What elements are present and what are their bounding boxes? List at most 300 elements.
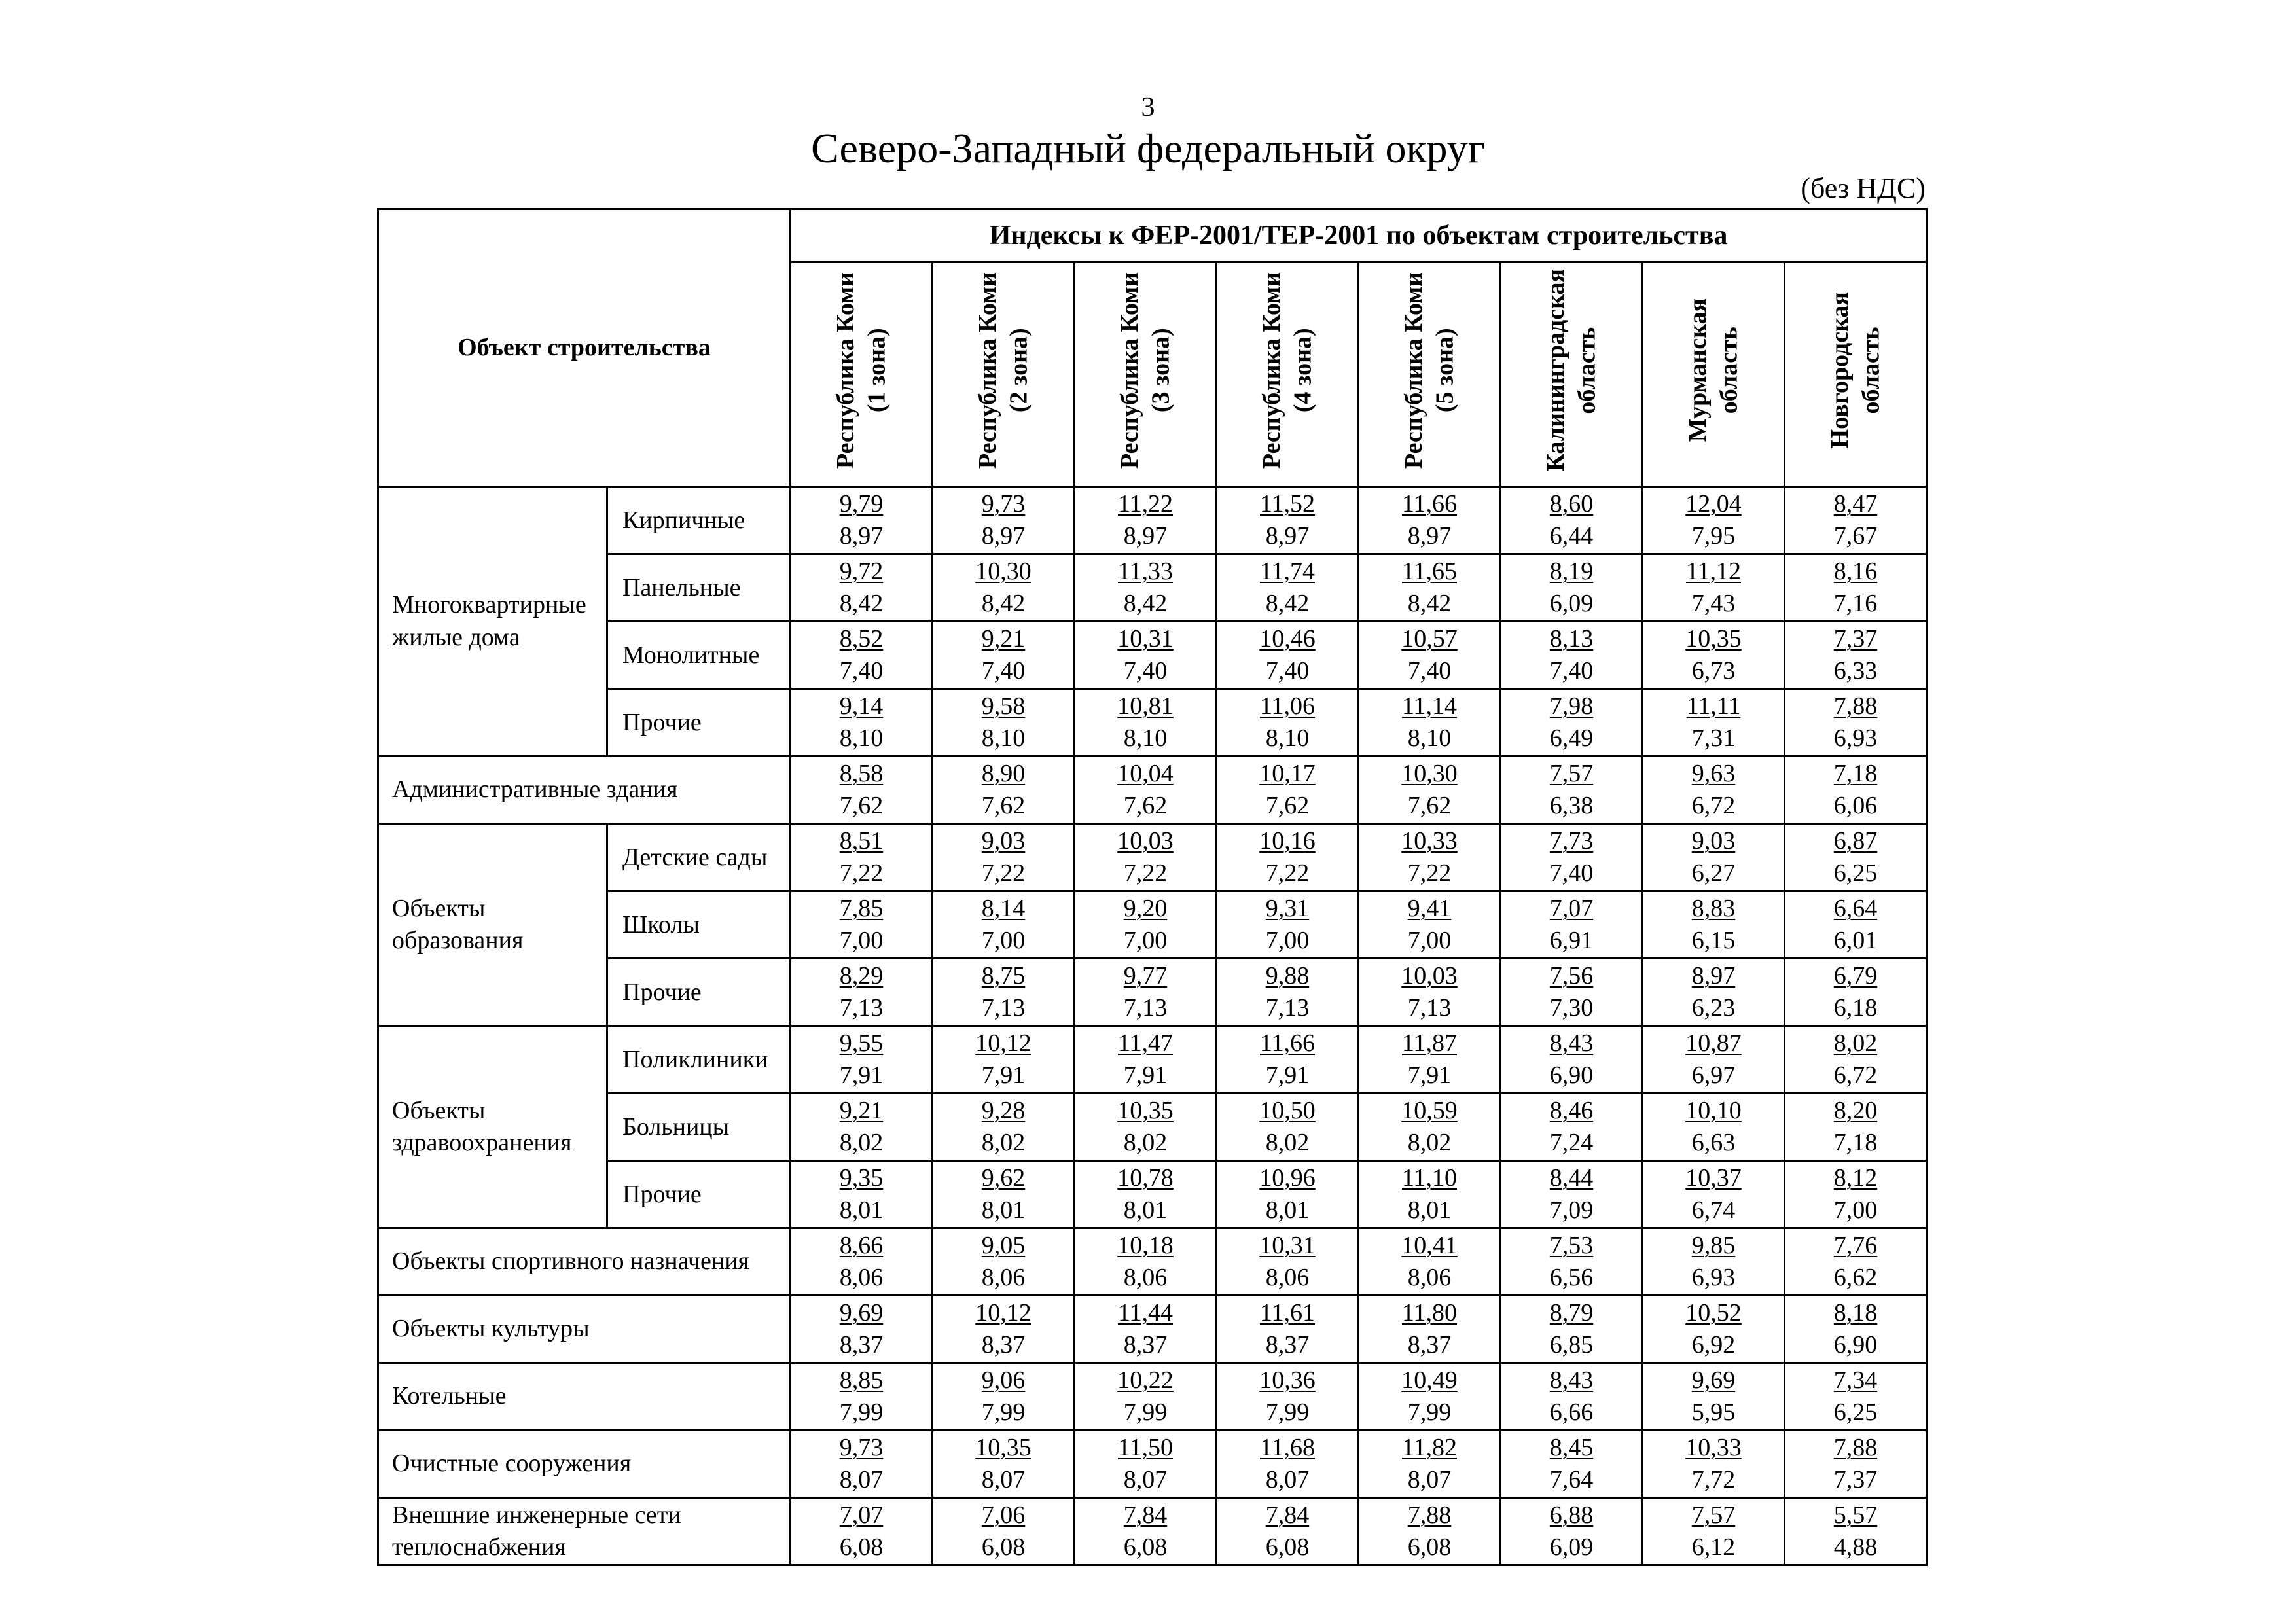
index-top-value: 9,79 — [839, 490, 884, 518]
index-bottom-value: 7,91 — [839, 1061, 884, 1089]
table-row — [378, 1094, 1927, 1161]
index-cell — [1217, 1296, 1359, 1363]
index-bottom-value: 7,22 — [981, 859, 1026, 887]
index-bottom-value: 8,07 — [1265, 1466, 1310, 1493]
index-top-value: 10,22 — [1117, 1366, 1174, 1394]
index-cell — [1643, 622, 1785, 689]
index-top-value: 10,12 — [975, 1029, 1031, 1057]
index-top-value: 7,56 — [1549, 961, 1594, 990]
index-top-value: 10,31 — [1117, 624, 1174, 652]
index-cell — [1501, 959, 1643, 1026]
index-bottom-value: 8,37 — [839, 1331, 884, 1359]
index-bottom-value: 7,00 — [1833, 1196, 1878, 1224]
index-cell — [1501, 1431, 1643, 1498]
index-bottom-value: 6,08 — [981, 1533, 1026, 1561]
index-bottom-value: 8,07 — [839, 1466, 884, 1493]
index-bottom-value: 6,62 — [1833, 1264, 1878, 1291]
index-top-value: 9,73 — [839, 1433, 884, 1461]
index-bottom-value: 8,42 — [839, 590, 884, 617]
index-bottom-value: 7,30 — [1549, 994, 1594, 1022]
column-header-line2: область — [1715, 327, 1742, 414]
index-top-value: 8,43 — [1549, 1029, 1594, 1057]
index-cell — [1785, 554, 1927, 622]
column-header — [933, 262, 1075, 487]
index-top-value: 9,03 — [981, 827, 1026, 855]
index-bottom-value: 7,40 — [1123, 657, 1168, 685]
index-top-value: 9,73 — [981, 490, 1026, 518]
index-top-value: 9,21 — [981, 624, 1026, 652]
index-cell — [1501, 487, 1643, 554]
index-top-value: 10,52 — [1685, 1298, 1742, 1327]
index-top-value: 7,57 — [1549, 759, 1594, 787]
table-row — [378, 1161, 1927, 1228]
index-top-value: 11,10 — [1401, 1164, 1458, 1192]
index-top-value: 10,30 — [1401, 759, 1458, 787]
index-cell — [933, 1498, 1075, 1565]
index-top-value: 7,84 — [1265, 1501, 1310, 1529]
table-body — [378, 487, 1927, 1565]
index-top-value: 7,34 — [1833, 1366, 1878, 1394]
index-bottom-value: 8,01 — [981, 1196, 1026, 1224]
index-cell — [1075, 757, 1217, 824]
index-bottom-value: 7,13 — [981, 994, 1026, 1022]
index-top-value: 11,66 — [1259, 1029, 1316, 1057]
index-bottom-value: 7,99 — [839, 1399, 884, 1426]
index-bottom-value: 7,99 — [1265, 1399, 1310, 1426]
table-row — [378, 824, 1927, 891]
index-cell — [1217, 1363, 1359, 1431]
index-top-value: 8,90 — [981, 759, 1026, 787]
index-top-value: 8,20 — [1833, 1096, 1878, 1124]
index-cell — [1501, 554, 1643, 622]
column-header-text — [1115, 272, 1177, 469]
index-top-value: 8,79 — [1549, 1298, 1594, 1327]
index-top-value: 9,69 — [839, 1298, 884, 1327]
column-header-line1: Республика Коми — [973, 272, 1001, 469]
index-top-value: 10,35 — [1117, 1096, 1174, 1124]
index-top-value: 8,02 — [1833, 1029, 1878, 1057]
index-top-value: 11,11 — [1686, 692, 1741, 720]
index-top-value: 11,82 — [1401, 1433, 1458, 1461]
column-header-text — [1825, 292, 1887, 448]
index-cell — [1359, 959, 1501, 1026]
index-cell — [791, 824, 933, 891]
index-cell — [1359, 1431, 1501, 1498]
index-bottom-value: 8,97 — [1265, 522, 1310, 550]
index-bottom-value: 7,22 — [1265, 859, 1310, 887]
column-header-line2: область — [1857, 327, 1885, 414]
index-bottom-value: 8,10 — [1123, 724, 1168, 752]
index-bottom-value: 6,72 — [1691, 792, 1736, 819]
index-bottom-value: 7,22 — [839, 859, 884, 887]
index-bottom-value: 7,67 — [1833, 522, 1878, 550]
index-top-value: 9,63 — [1691, 759, 1736, 787]
group-header: Индексы к ФЕР-2001/ТЕР-2001 по объектам строительства — [791, 209, 1927, 262]
index-cell — [791, 1161, 933, 1228]
index-cell — [791, 622, 933, 689]
index-bottom-value: 4,88 — [1833, 1533, 1878, 1561]
index-top-value: 8,43 — [1549, 1366, 1594, 1394]
index-bottom-value: 8,42 — [1407, 590, 1452, 617]
index-top-value: 8,44 — [1549, 1164, 1594, 1192]
index-cell — [791, 1094, 933, 1161]
object-category: Объекты здравоохранения — [378, 1026, 607, 1228]
index-cell — [1075, 891, 1217, 959]
index-bottom-value: 7,99 — [1123, 1399, 1168, 1426]
index-top-value: 9,72 — [839, 557, 884, 585]
index-top-value: 9,21 — [839, 1096, 884, 1124]
index-bottom-value: 7,40 — [839, 657, 884, 685]
index-cell — [1785, 824, 1927, 891]
index-bottom-value: 8,42 — [1123, 590, 1168, 617]
index-top-value: 10,49 — [1401, 1366, 1458, 1394]
index-top-value: 8,46 — [1549, 1096, 1594, 1124]
index-bottom-value: 7,64 — [1549, 1466, 1594, 1493]
page-number: 3 — [1141, 92, 1155, 122]
index-top-value: 9,77 — [1123, 961, 1168, 990]
index-bottom-value: 8,10 — [1407, 724, 1452, 752]
index-cell — [1643, 757, 1785, 824]
index-top-value: 10,81 — [1117, 692, 1174, 720]
index-top-value: 9,62 — [981, 1164, 1026, 1192]
column-header-text — [973, 272, 1035, 469]
index-bottom-value: 7,00 — [1123, 927, 1168, 954]
index-bottom-value: 7,62 — [1265, 792, 1310, 819]
index-bottom-value: 6,09 — [1549, 590, 1594, 617]
index-top-value: 8,75 — [981, 961, 1026, 990]
index-cell — [1359, 1363, 1501, 1431]
index-cell — [1075, 554, 1217, 622]
index-bottom-value: 6,23 — [1691, 994, 1736, 1022]
column-header-line1: Республика Коми — [1399, 272, 1427, 469]
index-cell — [1075, 689, 1217, 757]
index-bottom-value: 7,91 — [1407, 1061, 1452, 1089]
index-bottom-value: 6,08 — [839, 1533, 884, 1561]
index-bottom-value: 8,02 — [839, 1129, 884, 1156]
index-cell — [1217, 1498, 1359, 1565]
index-cell — [1785, 1431, 1927, 1498]
table-row — [378, 554, 1927, 622]
index-bottom-value: 7,00 — [1265, 927, 1310, 954]
index-top-value: 9,05 — [981, 1231, 1026, 1259]
index-bottom-value: 7,00 — [981, 927, 1026, 954]
index-top-value: 11,80 — [1401, 1298, 1458, 1327]
index-top-value: 7,06 — [981, 1501, 1026, 1529]
index-cell — [1785, 1296, 1927, 1363]
index-top-value: 8,85 — [839, 1366, 884, 1394]
table-row — [378, 891, 1927, 959]
index-top-value: 9,69 — [1691, 1366, 1736, 1394]
index-top-value: 7,18 — [1833, 759, 1878, 787]
index-top-value: 7,73 — [1549, 827, 1594, 855]
index-bottom-value: 7,40 — [1549, 859, 1594, 887]
column-header-line1: Мурманская — [1683, 298, 1712, 442]
index-cell — [1075, 1094, 1217, 1161]
index-bottom-value: 8,10 — [981, 724, 1026, 752]
index-top-value: 10,12 — [975, 1298, 1031, 1327]
column-header-text — [1683, 298, 1745, 442]
index-top-value: 8,52 — [839, 624, 884, 652]
index-top-value: 11,12 — [1685, 557, 1742, 585]
index-top-value: 8,97 — [1691, 961, 1736, 990]
index-bottom-value: 6,90 — [1833, 1331, 1878, 1359]
index-cell — [1217, 487, 1359, 554]
index-cell — [791, 891, 933, 959]
index-cell — [1785, 1498, 1927, 1565]
table-row — [378, 1228, 1927, 1296]
index-top-value: 11,06 — [1259, 692, 1316, 720]
index-bottom-value: 8,06 — [1123, 1264, 1168, 1291]
index-bottom-value: 8,02 — [1265, 1129, 1310, 1156]
column-header — [1217, 262, 1359, 487]
index-cell — [1359, 1026, 1501, 1094]
index-bottom-value: 6,15 — [1691, 927, 1736, 954]
index-cell — [1217, 1161, 1359, 1228]
index-top-value: 10,17 — [1259, 759, 1316, 787]
index-top-value: 11,65 — [1401, 557, 1458, 585]
index-top-value: 7,37 — [1833, 624, 1878, 652]
index-cell — [933, 487, 1075, 554]
column-header-line2: (3 зона) — [1147, 328, 1174, 413]
index-bottom-value: 6,92 — [1691, 1331, 1736, 1359]
index-bottom-value: 6,06 — [1833, 792, 1878, 819]
index-cell — [1785, 757, 1927, 824]
index-bottom-value: 7,91 — [981, 1061, 1026, 1089]
object-category: Многоквартирные жилые дома — [378, 487, 607, 757]
column-header-line2: (1 зона) — [863, 328, 890, 413]
index-cell — [1075, 1228, 1217, 1296]
index-bottom-value: 6,33 — [1833, 657, 1878, 685]
index-cell — [791, 689, 933, 757]
object-category: Внешние инженерные сети теплоснабжения — [378, 1498, 791, 1565]
index-bottom-value: 7,00 — [1407, 927, 1452, 954]
object-subtype: Больницы — [607, 1094, 791, 1161]
index-cell — [1075, 1161, 1217, 1228]
index-cell — [1501, 1026, 1643, 1094]
object-category: Очистные сооружения — [378, 1431, 791, 1498]
index-bottom-value: 7,99 — [981, 1399, 1026, 1426]
index-bottom-value: 8,02 — [1123, 1129, 1168, 1156]
index-top-value: 8,47 — [1833, 490, 1878, 518]
index-bottom-value: 7,40 — [981, 657, 1026, 685]
index-top-value: 10,18 — [1117, 1231, 1174, 1259]
index-bottom-value: 8,97 — [1123, 522, 1168, 550]
object-subtype: Детские сады — [607, 824, 791, 891]
index-cell — [791, 554, 933, 622]
index-cell — [933, 757, 1075, 824]
index-top-value: 11,14 — [1401, 692, 1458, 720]
index-top-value: 7,76 — [1833, 1231, 1878, 1259]
index-bottom-value: 6,49 — [1549, 724, 1594, 752]
index-top-value: 7,57 — [1691, 1501, 1736, 1529]
index-bottom-value: 7,13 — [839, 994, 884, 1022]
index-top-value: 10,41 — [1401, 1231, 1458, 1259]
index-bottom-value: 8,37 — [1123, 1331, 1168, 1359]
index-bottom-value: 7,09 — [1549, 1196, 1594, 1224]
object-subtype: Школы — [607, 891, 791, 959]
index-bottom-value: 6,18 — [1833, 994, 1878, 1022]
index-cell — [1075, 959, 1217, 1026]
index-cell — [1643, 1094, 1785, 1161]
index-cell — [1359, 622, 1501, 689]
index-top-value: 10,35 — [1685, 624, 1742, 652]
index-cell — [1643, 959, 1785, 1026]
index-bottom-value: 7,13 — [1265, 994, 1310, 1022]
index-cell — [791, 959, 933, 1026]
index-bottom-value: 7,91 — [1123, 1061, 1168, 1089]
index-cell — [1075, 824, 1217, 891]
index-bottom-value: 8,06 — [981, 1264, 1026, 1291]
index-bottom-value: 6,38 — [1549, 792, 1594, 819]
index-cell — [933, 1363, 1075, 1431]
index-cell — [1643, 689, 1785, 757]
index-cell — [933, 1431, 1075, 1498]
index-top-value: 6,79 — [1833, 961, 1878, 990]
index-top-value: 9,55 — [839, 1029, 884, 1057]
index-cell — [1075, 1026, 1217, 1094]
column-header-text — [1541, 269, 1603, 472]
index-bottom-value: 7,22 — [1123, 859, 1168, 887]
index-cell — [1501, 1498, 1643, 1565]
index-top-value: 10,04 — [1117, 759, 1174, 787]
index-cell — [1643, 1431, 1785, 1498]
table-row — [378, 1026, 1927, 1094]
index-bottom-value: 8,07 — [1123, 1466, 1168, 1493]
index-top-value: 6,88 — [1549, 1501, 1594, 1529]
index-cell — [1359, 554, 1501, 622]
index-top-value: 9,06 — [981, 1366, 1026, 1394]
index-bottom-value: 6,44 — [1549, 522, 1594, 550]
index-top-value: 6,87 — [1833, 827, 1878, 855]
index-bottom-value: 7,62 — [1123, 792, 1168, 819]
column-header-line1: Республика Коми — [1257, 272, 1285, 469]
vat-note: (без НДС) — [1801, 172, 1926, 204]
index-cell — [1501, 689, 1643, 757]
index-bottom-value: 6,56 — [1549, 1264, 1594, 1291]
index-cell — [1075, 487, 1217, 554]
index-top-value: 8,18 — [1833, 1298, 1878, 1327]
column-header-text — [831, 272, 893, 469]
index-cell — [1643, 1161, 1785, 1228]
index-cell — [1217, 1228, 1359, 1296]
index-cell — [933, 1161, 1075, 1228]
index-cell — [933, 1026, 1075, 1094]
index-top-value: 11,68 — [1259, 1433, 1316, 1461]
index-cell — [791, 1431, 933, 1498]
index-bottom-value: 7,62 — [981, 792, 1026, 819]
index-cell — [1785, 1161, 1927, 1228]
index-cell — [1643, 487, 1785, 554]
table-row — [378, 959, 1927, 1026]
index-cell — [1501, 824, 1643, 891]
object-subtype: Кирпичные — [607, 487, 791, 554]
index-cell — [1217, 1431, 1359, 1498]
index-top-value: 11,33 — [1117, 557, 1174, 585]
index-cell — [1217, 1094, 1359, 1161]
index-cell — [791, 1363, 933, 1431]
index-bottom-value: 8,01 — [839, 1196, 884, 1224]
column-header-line1: Республика Коми — [1115, 272, 1143, 469]
table-row — [378, 1363, 1927, 1431]
index-cell — [1501, 1296, 1643, 1363]
index-cell — [1785, 622, 1927, 689]
index-top-value: 10,50 — [1259, 1096, 1316, 1124]
index-table — [377, 208, 1928, 1566]
index-bottom-value: 7,95 — [1691, 522, 1736, 550]
index-cell — [1359, 824, 1501, 891]
index-cell — [1785, 689, 1927, 757]
index-bottom-value: 6,66 — [1549, 1399, 1594, 1426]
index-top-value: 10,03 — [1401, 961, 1458, 990]
column-header — [1785, 262, 1927, 487]
index-top-value: 10,96 — [1259, 1164, 1316, 1192]
object-category: Объекты культуры — [378, 1296, 791, 1363]
index-top-value: 11,47 — [1117, 1029, 1174, 1057]
index-cell — [1501, 1094, 1643, 1161]
index-bottom-value: 7,37 — [1833, 1466, 1878, 1493]
column-header-line1: Республика Коми — [831, 272, 859, 469]
index-cell — [1643, 1363, 1785, 1431]
index-cell — [1217, 554, 1359, 622]
table-row — [378, 1498, 1927, 1565]
index-cell — [1359, 757, 1501, 824]
index-top-value: 10,31 — [1259, 1231, 1316, 1259]
index-bottom-value: 8,97 — [1407, 522, 1452, 550]
index-top-value: 11,87 — [1401, 1029, 1458, 1057]
index-top-value: 7,88 — [1407, 1501, 1452, 1529]
index-cell — [1217, 959, 1359, 1026]
index-cell — [1075, 622, 1217, 689]
index-top-value: 9,28 — [981, 1096, 1026, 1124]
index-top-value: 7,07 — [1549, 894, 1594, 922]
index-cell — [791, 1228, 933, 1296]
index-bottom-value: 7,40 — [1549, 657, 1594, 685]
index-cell — [1643, 891, 1785, 959]
index-cell — [1359, 1161, 1501, 1228]
index-cell — [1501, 891, 1643, 959]
index-bottom-value: 6,12 — [1691, 1533, 1736, 1561]
index-bottom-value: 8,37 — [1265, 1331, 1310, 1359]
index-top-value: 9,14 — [839, 692, 884, 720]
index-bottom-value: 6,08 — [1123, 1533, 1168, 1561]
table-row — [378, 487, 1927, 554]
index-top-value: 7,84 — [1123, 1501, 1168, 1529]
column-header-line1: Новгородская — [1825, 292, 1854, 449]
index-bottom-value: 6,63 — [1691, 1129, 1736, 1156]
index-top-value: 8,83 — [1691, 894, 1736, 922]
index-bottom-value: 7,72 — [1691, 1466, 1736, 1493]
index-top-value: 7,98 — [1549, 692, 1594, 720]
index-cell — [1501, 1228, 1643, 1296]
index-cell — [1217, 689, 1359, 757]
column-header — [791, 262, 933, 487]
index-bottom-value: 8,37 — [981, 1331, 1026, 1359]
object-category: Объекты спортивного назначения — [378, 1228, 791, 1296]
index-bottom-value: 7,91 — [1265, 1061, 1310, 1089]
index-top-value: 10,35 — [975, 1433, 1031, 1461]
index-bottom-value: 8,97 — [839, 522, 884, 550]
index-top-value: 10,33 — [1685, 1433, 1742, 1461]
index-cell — [1785, 891, 1927, 959]
index-cell — [933, 554, 1075, 622]
object-subtype: Прочие — [607, 959, 791, 1026]
index-cell — [1643, 1228, 1785, 1296]
index-bottom-value: 6,73 — [1691, 657, 1736, 685]
index-bottom-value: 7,13 — [1123, 994, 1168, 1022]
index-top-value: 10,78 — [1117, 1164, 1174, 1192]
index-bottom-value: 6,93 — [1833, 724, 1878, 752]
object-subtype: Монолитные — [607, 622, 791, 689]
